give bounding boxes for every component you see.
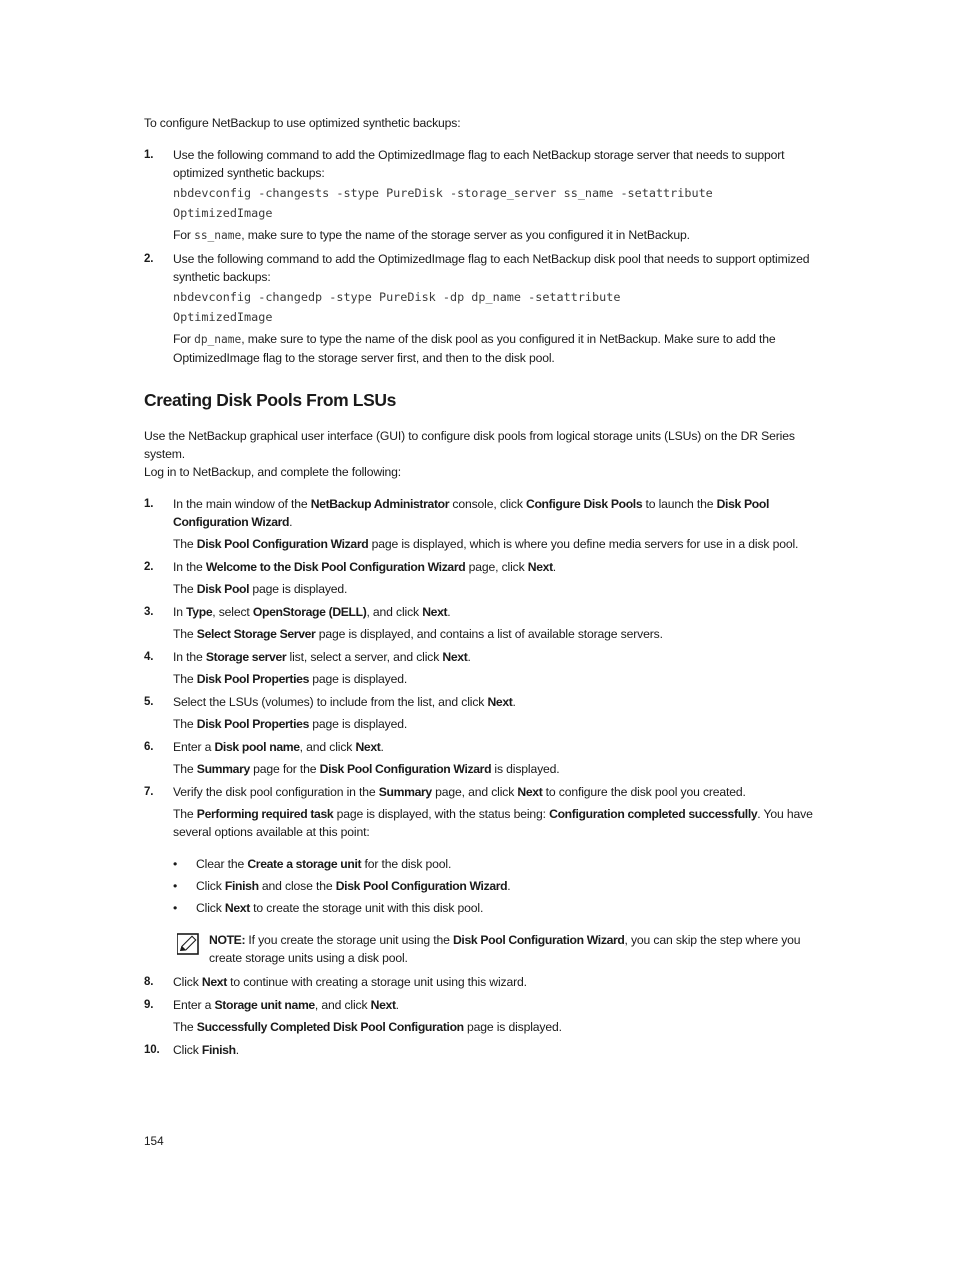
note-pencil-icon — [177, 933, 199, 955]
list-item — [144, 558, 834, 598]
list-item — [144, 250, 834, 367]
step-text: Click Finish. — [173, 1043, 239, 1057]
step-number: 2. — [144, 253, 154, 265]
step-result: The Performing required task page is displayed, with the status being: Configuration completed successfully. You have several options available at this point: — [173, 807, 813, 839]
step-number: 4. — [144, 651, 154, 663]
list-item: • Click Next to create the storage unit with this disk pool. — [173, 899, 834, 917]
variable-name: ss_name — [194, 229, 242, 242]
section-intro-login: Log in to NetBackup, and complete the following: — [144, 465, 402, 479]
list-item — [144, 146, 834, 245]
step-result: The Disk Pool Properties page is displayed. — [173, 672, 408, 686]
step-text: Enter a Storage unit name, and click Next. — [173, 998, 399, 1012]
optimized-synthetic-steps — [144, 146, 834, 367]
list-item — [144, 693, 834, 733]
step-number: 1. — [144, 498, 154, 510]
list-item — [144, 1041, 834, 1059]
step-result: For dp_name, make sure to type the name of the disk pool as you configured it in NetBackup. Make sure to add the OptimizedImage flag to the storage server first, and then to the disk pool. — [173, 332, 776, 365]
step-result: The Disk Pool Configuration Wizard page is displayed, which is where you define media servers for use in a disk pool. — [173, 537, 799, 551]
list-item — [144, 783, 834, 967]
disk-pool-steps — [144, 495, 834, 1059]
step-result: The Successfully Completed Disk Pool Configuration page is displayed. — [173, 1020, 562, 1034]
step-result: The Select Storage Server page is displayed, and contains a list of available storage servers. — [173, 627, 663, 641]
step-text: In the Welcome to the Disk Pool Configuration Wizard page, click Next. — [173, 560, 557, 574]
step-number: 8. — [144, 976, 154, 988]
command-line: nbdevconfig -changedp -stype PureDisk -dp dp_name -setattribute — [173, 290, 621, 304]
document-body — [144, 114, 834, 1064]
step-result: For ss_name, make sure to type the name of the storage server as you configured it in NetBackup. — [173, 228, 690, 242]
step-text: In Type, select OpenStorage (DELL), and click Next. — [173, 605, 451, 619]
page-number: 154 — [144, 1134, 164, 1148]
step-text: Verify the disk pool configuration in the Summary page, and click Next to configure the disk pool you created. — [173, 785, 746, 799]
intro-paragraph: To configure NetBackup to use optimized synthetic backups: — [144, 116, 461, 130]
step-result: The Disk Pool Properties page is displayed. — [173, 717, 408, 731]
step-result: The Summary page for the Disk Pool Configuration Wizard is displayed. — [173, 762, 560, 776]
step-number: 10. — [144, 1044, 160, 1056]
note-callout — [173, 931, 834, 967]
section-intro: Use the NetBackup graphical user interface (GUI) to configure disk pools from logical storage units (LSUs) on the DR Series system. — [144, 429, 795, 461]
list-item — [144, 603, 834, 643]
step-text: Select the LSUs (volumes) to include from the list, and click Next. — [173, 695, 516, 709]
note-label: NOTE: — [209, 933, 246, 947]
step-text: Click Next to continue with creating a storage unit using this wizard. — [173, 975, 527, 989]
section-heading: Creating Disk Pools From LSUs — [144, 390, 396, 410]
step-number: 2. — [144, 561, 154, 573]
command-line-continued: OptimizedImage — [173, 206, 273, 220]
step-text: Use the following command to add the OptimizedImage flag to each NetBackup disk pool that needs to support optimized synthetic backups: — [173, 252, 810, 284]
list-item — [144, 648, 834, 688]
step-number: 9. — [144, 999, 154, 1011]
list-item: • Clear the Create a storage unit for the disk pool. — [173, 855, 834, 873]
options-list — [173, 855, 834, 917]
list-item — [144, 996, 834, 1036]
list-item — [144, 973, 834, 991]
step-number: 5. — [144, 696, 154, 708]
step-text: Use the following command to add the OptimizedImage flag to each NetBackup storage server that needs to support optimized synthetic backups: — [173, 148, 785, 180]
command-line: nbdevconfig -changests -stype PureDisk -storage_server ss_name -setattribute — [173, 186, 713, 200]
variable-name: dp_name — [194, 333, 242, 346]
step-text: Enter a Disk pool name, and click Next. — [173, 740, 384, 754]
command-line-continued: OptimizedImage — [173, 310, 273, 324]
step-text: In the main window of the NetBackup Administrator console, click Configure Disk Pools to launch the Disk Pool Configuration Wizard. — [173, 497, 769, 529]
step-number: 6. — [144, 741, 154, 753]
step-result: The Disk Pool page is displayed. — [173, 582, 348, 596]
step-number: 3. — [144, 606, 154, 618]
step-text: In the Storage server list, select a server, and click Next. — [173, 650, 471, 664]
list-item — [144, 738, 834, 778]
note-text: NOTE: If you create the storage unit using the Disk Pool Configuration Wizard, you can skip the step where you create storage units using a disk pool. — [209, 933, 801, 965]
list-item — [144, 495, 834, 553]
step-number: 7. — [144, 786, 154, 798]
step-number: 1. — [144, 149, 154, 161]
list-item: • Click Finish and close the Disk Pool Configuration Wizard. — [173, 877, 834, 895]
